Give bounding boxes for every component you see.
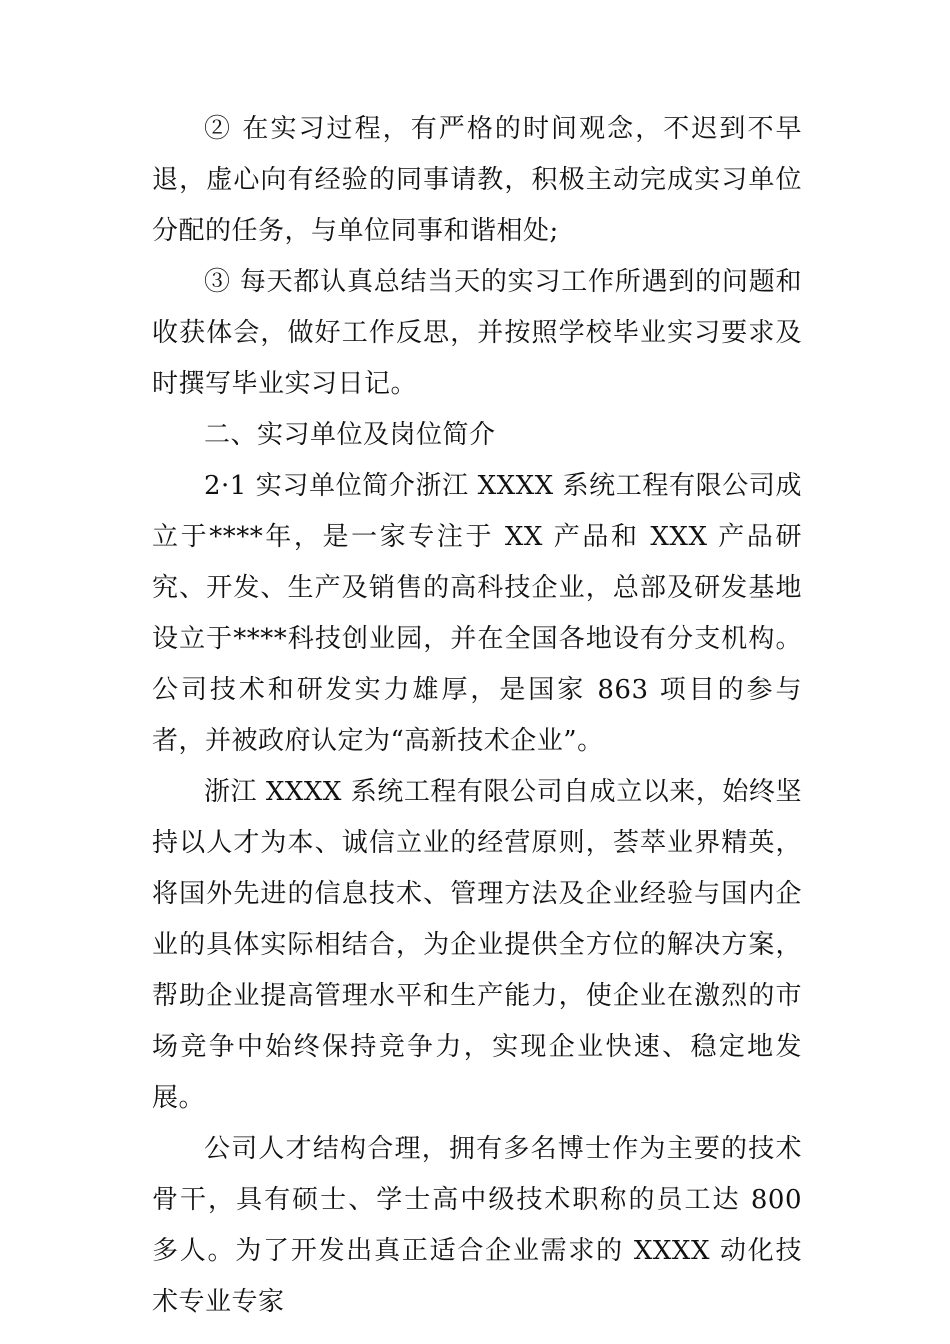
paragraph-daily-summary: ③ 每天都认真总结当天的实习工作所遇到的问题和收获体会，做好工作反思，并按照学校毕业实习要求及时撰写毕业实习日记。 (152, 267, 802, 399)
paragraph-company-principles: 浙江 XXXX 系统工程有限公司自成立以来，始终坚持以人才为本、诚信立业的经营原则，荟萃业界精英，将国外先进的信息技术、管理方法及企业经验与国内企业的具体实际相结合，为企业提供全方位的解决方案，帮助企业提高管理水平和生产能力，使企业在激烈的市场竞争中始终保持竞争力，实现企业快速、稳定地发展。 (152, 777, 802, 1113)
paragraph-talent-structure: 公司人才结构合理，拥有多名博士作为主要的技术骨干，具有硕士、学士高中级技术职称的员工达 800 多人。为了开发出真正适合企业需求的 XXXX 动化技术专业专家 (152, 1134, 802, 1317)
section-heading: 二、实习单位及岗位简介 (204, 420, 496, 450)
paragraph-company-intro: 2·1 实习单位简介浙江 XXXX 系统工程有限公司成立于****年，是一家专注于 XX 产品和 XXX 产品研究、开发、生产及销售的高科技企业，总部及研发基地设立于****科技创业园，并在全国各地设有分支机构。公司技术和研发实力雄厚，是国家 863 项目的参与者，并被政府认定为“高新技术企业”。 (152, 471, 802, 756)
paragraph-work-attitude: ② 在实习过程，有严格的时间观念，不迟到不早退，虚心向有经验的同事请教，积极主动完成实习单位分配的任务，与单位同事和谐相处; (152, 114, 802, 246)
document-body (152, 104, 802, 1328)
